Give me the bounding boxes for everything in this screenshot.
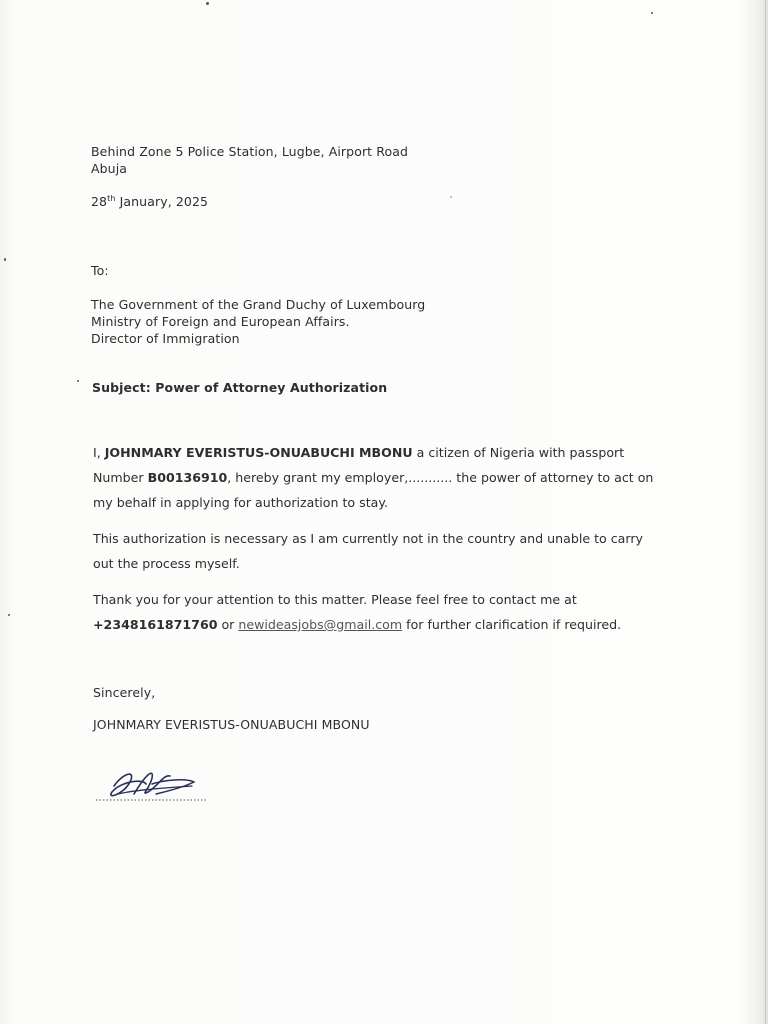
body-paragraph-1	[93, 440, 663, 515]
scan-speck	[4, 258, 6, 261]
date-day: 28	[91, 194, 108, 209]
para3-or: or	[217, 617, 239, 632]
para3-prefix: Thank you for your attention to this matter. Please feel free to contact me at	[93, 592, 577, 607]
to-label: To:	[91, 263, 109, 278]
date-suffix: th	[107, 193, 116, 203]
recipient-line1: The Government of the Grand Duchy of Luxembourg	[91, 297, 426, 312]
closing-salutation: Sincerely,	[93, 685, 156, 700]
recipient-line3: Director of Immigration	[91, 331, 240, 346]
page-edge	[765, 0, 766, 1024]
scan-speck	[77, 380, 79, 382]
applicant-name: JOHNMARY EVERISTUS-ONUABUCHI MBONU	[104, 445, 413, 460]
para3-suffix: for further clarification if required.	[402, 617, 622, 632]
signatory-name: JOHNMARY EVERISTUS-ONUABUCHI MBONU	[93, 717, 370, 732]
para1-prefix: I,	[93, 445, 105, 460]
phone-number: +2348161871760	[93, 617, 218, 632]
passport-number: B00136910	[147, 470, 228, 485]
body-paragraph-3	[93, 587, 663, 637]
scan-speck	[450, 196, 452, 198]
scan-speck	[206, 2, 209, 5]
para1-mid: a citizen of Nigeria with passport Number	[93, 445, 625, 485]
email-link[interactable]: newideasjobs@gmail.com	[238, 617, 403, 632]
recipient-line2: Ministry of Foreign and European Affairs.	[91, 314, 350, 329]
para1-rest: , hereby grant my employer,........... the power of attorney to act on my behalf in applying for authorization to stay.	[93, 470, 654, 510]
handwritten-signature-icon	[94, 764, 214, 806]
letter-subject: Subject: Power of Attorney Authorization	[92, 380, 388, 395]
date-rest: January, 2025	[115, 194, 209, 209]
scan-speck	[8, 614, 10, 616]
sender-address-line1: Behind Zone 5 Police Station, Lugbe, Airport Road	[91, 144, 409, 159]
sender-address-line2: Abuja	[91, 161, 128, 176]
scan-speck	[651, 12, 653, 14]
letter-date	[91, 194, 208, 209]
body-paragraph-2: This authorization is necessary as I am currently not in the country and unable to carry out the process myself.	[93, 531, 643, 571]
